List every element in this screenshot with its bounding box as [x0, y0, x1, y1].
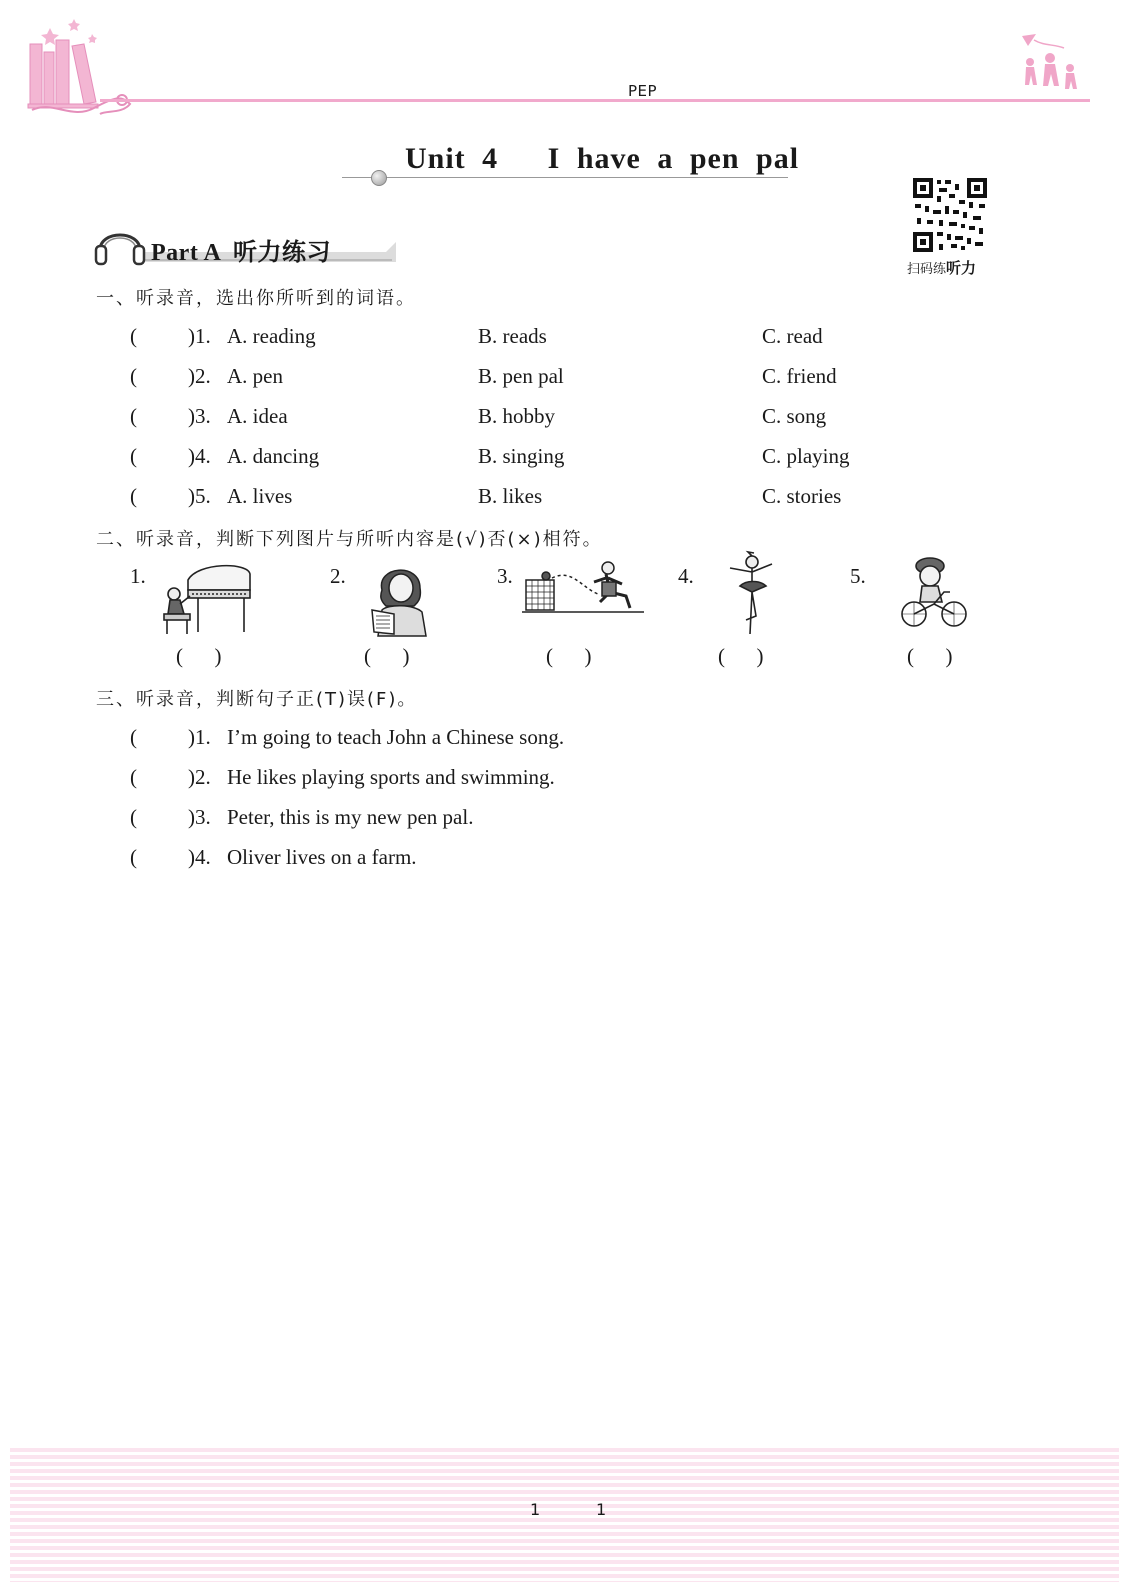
option-b: B. likes	[478, 484, 543, 508]
headphones-icon	[94, 220, 146, 266]
question-number: )1.	[188, 725, 211, 749]
books-ornament-icon	[22, 16, 134, 118]
answer-blank[interactable]: (	[130, 484, 137, 508]
qr-caption-prefix: 扫码练	[907, 262, 947, 277]
question-number: )3.	[188, 805, 211, 829]
option-c: C. song	[762, 404, 827, 428]
option-b: B. pen pal	[478, 364, 564, 388]
question-number: )2.	[188, 364, 211, 388]
section1-question	[130, 482, 842, 510]
picture-number: 5.	[850, 564, 866, 588]
option-c: C. playing	[762, 444, 850, 468]
question-number: )5.	[188, 484, 211, 508]
option-a: A. dancing	[227, 444, 320, 468]
option-b: B. reads	[478, 324, 547, 348]
option-a: A. idea	[227, 404, 288, 428]
option-a: A. pen	[227, 364, 283, 388]
section3-question	[130, 803, 474, 831]
section1-question	[130, 362, 837, 390]
part-label: Part A 听力练习	[151, 240, 331, 266]
picture-number: 3.	[497, 564, 513, 588]
qr-caption	[907, 257, 976, 278]
series-label: PEP	[628, 82, 658, 100]
picture-number: 1.	[130, 564, 146, 588]
title-bullet-icon	[371, 170, 387, 186]
picture-number: 4.	[678, 564, 694, 588]
page-number-left: 1	[530, 1500, 541, 1519]
page-number-right: 1	[596, 1500, 607, 1519]
answer-blank[interactable]: (	[130, 324, 137, 348]
question-number: )4.	[188, 845, 211, 869]
section1-title: 一、听录音，选出你所听到的词语。	[96, 288, 416, 309]
footer-band	[10, 1448, 1119, 1582]
option-a: A. lives	[227, 484, 293, 508]
girl-reading-icon	[368, 560, 434, 638]
section1-question	[130, 442, 850, 470]
answer-blank[interactable]: ( )	[907, 644, 953, 668]
answer-blank[interactable]: (	[130, 404, 137, 428]
option-a: A. reading	[227, 324, 316, 348]
section1-question	[130, 322, 823, 350]
option-c: C. stories	[762, 484, 842, 508]
question-number: )1.	[188, 324, 211, 348]
answer-blank[interactable]: ( )	[546, 644, 592, 668]
option-c: C. read	[762, 324, 823, 348]
answer-blank[interactable]: ( )	[176, 644, 222, 668]
section1-question	[130, 402, 827, 430]
section3-question	[130, 763, 555, 791]
title-underline	[342, 177, 788, 178]
option-b: B. hobby	[478, 404, 556, 428]
question-text: Peter, this is my new pen pal.	[227, 805, 474, 829]
question-text: He likes playing sports and swimming.	[227, 765, 555, 789]
answer-blank[interactable]: (	[130, 725, 137, 749]
option-b: B. singing	[478, 444, 565, 468]
qr-code-icon[interactable]	[913, 178, 987, 252]
picture-number: 2.	[330, 564, 346, 588]
section2-title: 二、听录音，判断下列图片与所听内容是(√)否(×)相符。	[96, 529, 603, 550]
question-number: )4.	[188, 444, 211, 468]
section3-question	[130, 843, 417, 871]
qr-caption-bold: 听力	[946, 259, 977, 277]
answer-blank[interactable]: (	[130, 364, 137, 388]
question-number: )2.	[188, 765, 211, 789]
ballet-dancer-icon	[724, 550, 778, 636]
section3-question	[130, 723, 565, 751]
answer-blank[interactable]: ( )	[718, 644, 764, 668]
answer-blank[interactable]: (	[130, 765, 137, 789]
piano-player-icon	[158, 560, 254, 636]
boy-cycling-icon	[900, 554, 970, 632]
question-text: I’m going to teach John a Chinese song.	[227, 725, 565, 749]
children-kite-icon	[1014, 32, 1090, 104]
answer-blank[interactable]: ( )	[364, 644, 410, 668]
question-number: )3.	[188, 404, 211, 428]
section3-title: 三、听录音，判断句子正(T)误(F)。	[96, 689, 418, 710]
option-c: C. friend	[762, 364, 837, 388]
unit-title: Unit 4 I have a pen pal	[405, 142, 800, 175]
answer-blank[interactable]: (	[130, 444, 137, 468]
football-kick-icon	[522, 558, 646, 628]
question-text: Oliver lives on a farm.	[227, 845, 417, 869]
header-divider	[100, 99, 1090, 102]
answer-blank[interactable]: (	[130, 845, 137, 869]
answer-blank[interactable]: (	[130, 805, 137, 829]
